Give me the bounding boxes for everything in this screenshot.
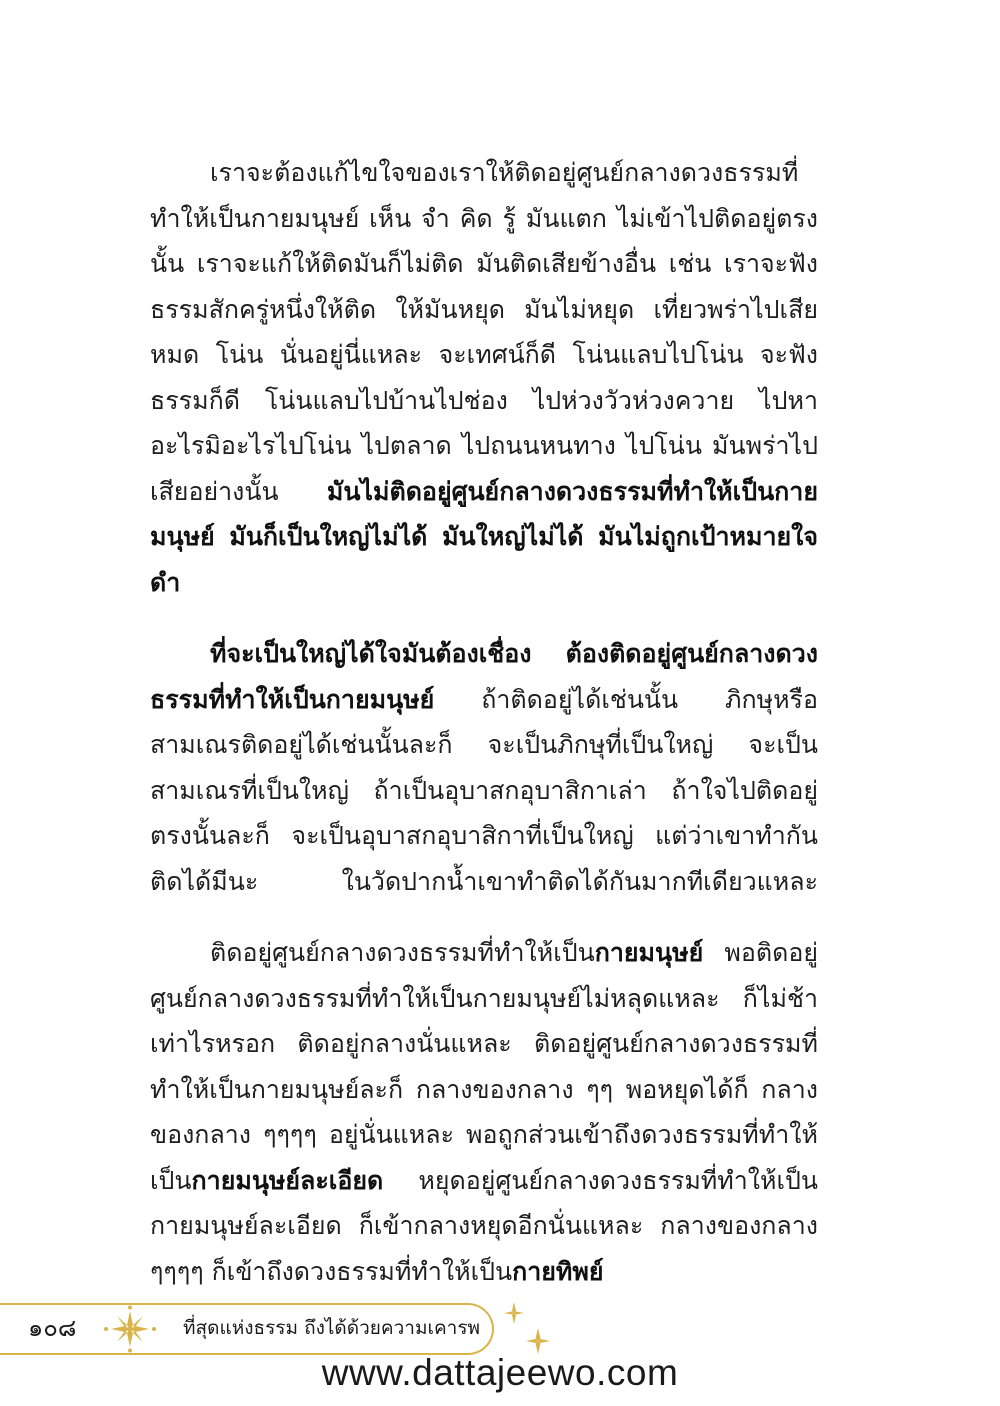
main-text [150, 150, 818, 1294]
book-title: ที่สุดแห่งธรรม ถึงได้ด้วยความเคารพ [183, 1317, 481, 1339]
paragraph-3 [150, 930, 818, 1294]
bold-text: กายมนุษย์ [594, 938, 704, 967]
bold-text: มันไม่ติดอยู่ศูนย์กลางดวงธรรมที่ทำให้เป็นกายมนุษย์ มันก็เป็นใหญ่ไม่ได้ มันใหญ่ไม่ได้ มันไม่ถูกเป้าหมายใจดำ [150, 476, 818, 597]
gold-sparkle-icon [504, 1302, 524, 1324]
paragraph-text: ติดอยู่ศูนย์กลางดวงธรรมที่ทำให้เป็น [210, 938, 595, 967]
bold-text: กายทิพย์ [512, 1256, 604, 1286]
paragraph-2 [150, 631, 818, 904]
gold-sparkle-icon [526, 1328, 550, 1354]
page-number: ๑๐๘ [28, 1314, 77, 1342]
paragraph-1 [150, 150, 818, 605]
gold-star-flower-icon [103, 1305, 157, 1353]
website-url: www.dattajeewo.com [321, 1352, 679, 1393]
paragraph-text: ถ้าติดอยู่ได้เช่นนั้น ภิกษุหรือสามเณรติดอยู่ได้เช่นนั้นละก็ จะเป็นภิกษุที่เป็นใหญ่ จะเป็นสามเณรที่เป็นใหญ่ ถ้าเป็นอุบาสกอุบาสิกาเล่า ถ้าใจไปติดอยู่ตรงนั้นละก็ จะเป็นอุบาสกอุบาสิกาที่เป็นใหญ่ แต่ว่าเขาทำกันติดได้มีนะ ในวัดปากน้ำเขาทำติดได้กันมากทีเดียวแหละ [150, 684, 818, 896]
paragraph-text: เราจะต้องแก้ไขใจของเราให้ติดอยู่ศูนย์กลางดวงธรรมที่ทำให้เป็นกายมนุษย์ เห็น จำ คิด รู้ มันแตก ไม่เข้าไปติดอยู่ตรงนั้น เราจะแก้ให้ติดมันก็ไม่ติด มันติดเสียข้างอื่น เช่น เราจะฟังธรรมสักครู่หนึ่งให้ติด ให้มันหยุด มันไม่หยุด เที่ยวพร่าไปเสียหมด โน่น นั่นอยู่นี่แหละ จะเทศน์ก็ดี โน่นแลบไปโน่น จะฟังธรรมก็ดี โน่นแลบไปบ้านไปช่อง ไปห่วงวัวห่วงควาย ไปหาอะไรมิอะไรไปโน่น ไปตลาด ไปถนนหนทาง ไปโน่น มันพร่าไปเสียอย่างนั้น [150, 158, 818, 506]
paragraph-text: พอติดอยู่ศูนย์กลางดวงธรรมที่ทำให้เป็นกายมนุษย์ไม่หลุดแหละ ก็ไม่ช้าเท่าไรหรอก ติดอยู่กลางนั่นแหละ ติดอยู่ศูนย์กลางดวงธรรมที่ทำให้เป็นกายมนุษย์ละก็ กลางของกลาง ๆๆ พอหยุดได้ก็ กลางของกลาง ๆๆๆๆ อยู่นั่นแหละ พอถูกส่วนเข้าถึงดวงธรรมที่ทำให้เป็น [150, 938, 818, 1195]
bold-text: ที่จะเป็นใหญ่ได้ใจมันต้องเชื่อง ต้องติดอยู่ศูนย์กลางดวงธรรมที่ทำให้เป็นกายมนุษย์ [150, 639, 818, 714]
paragraph-text: หยุดอยู่ศูนย์กลางดวงธรรมที่ทำให้เป็นกายมนุษย์ละเอียด ก็เข้ากลางหยุดอีกนั่นแหละ กลางของกลาง ๆๆๆๆ ก็เข้าถึงดวงธรรมที่ทำให้เป็น [150, 1165, 818, 1286]
bold-text: กายมนุษย์ละเอียด [191, 1165, 384, 1195]
